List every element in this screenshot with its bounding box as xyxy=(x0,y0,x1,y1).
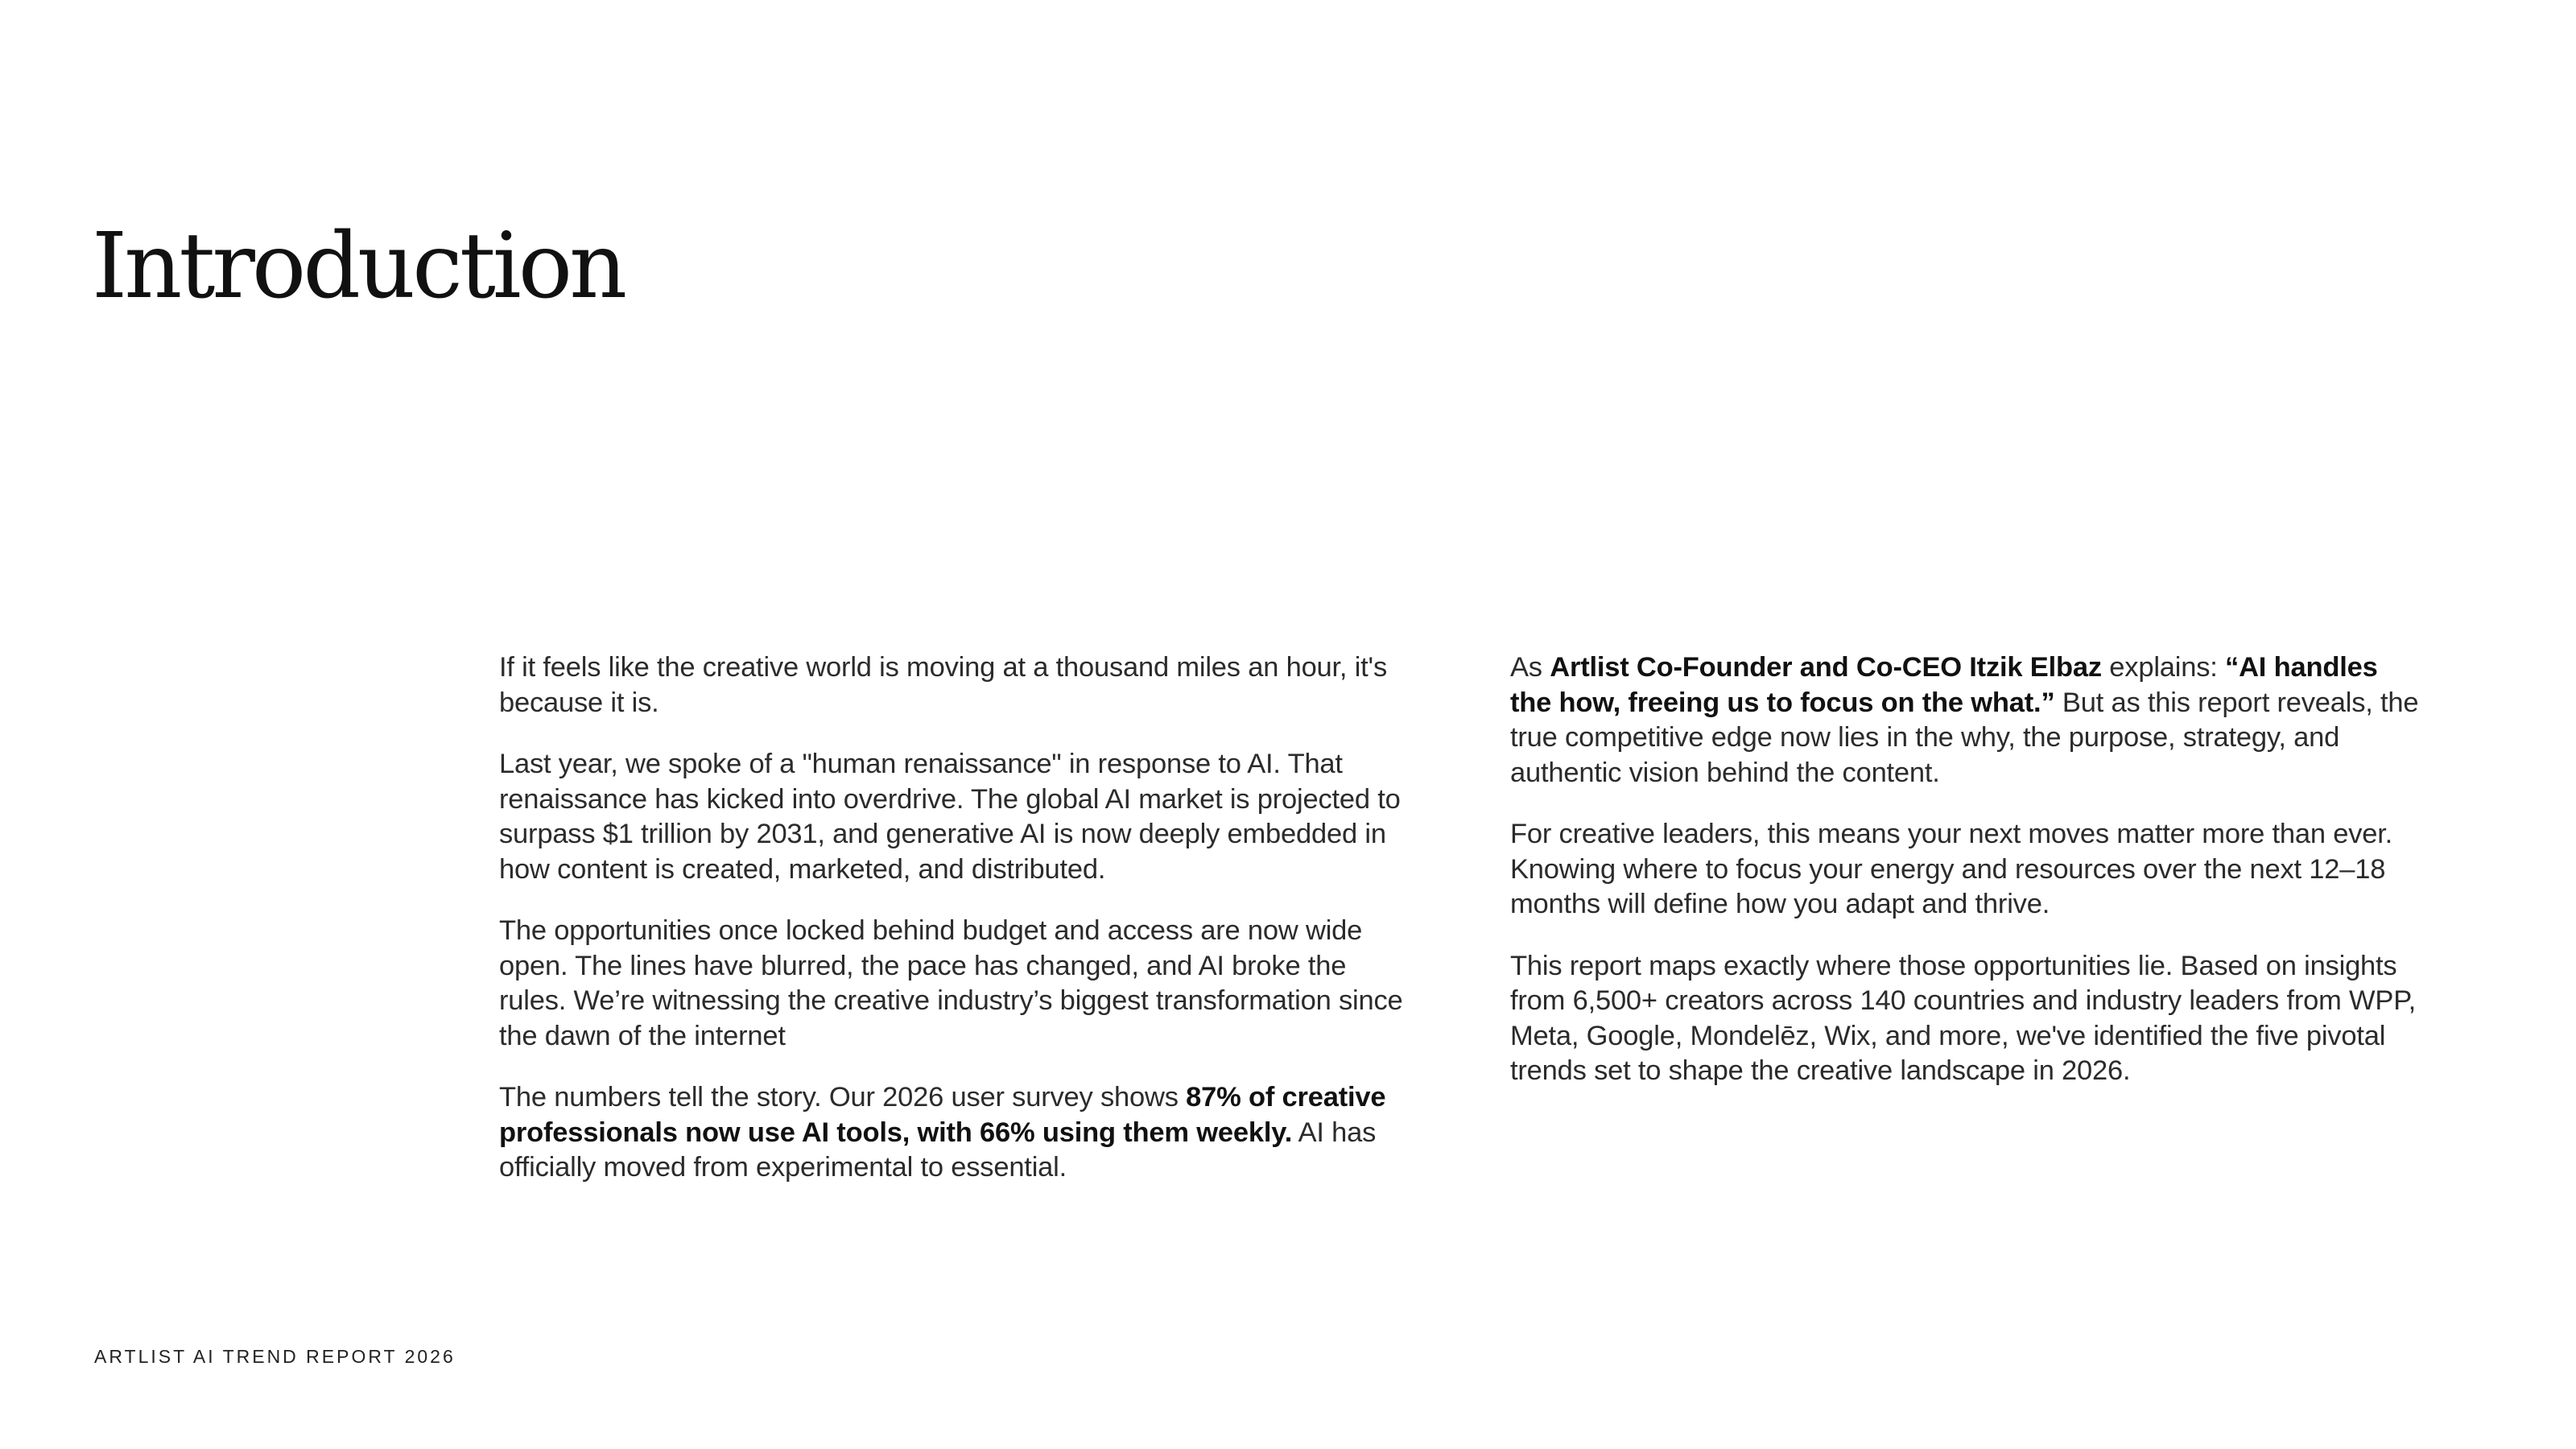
intro-paragraph-4 xyxy=(499,1080,1409,1186)
quote-highlight: “AI handles the how, freeing us to focus on the what.” xyxy=(1510,652,2378,718)
survey-stat-highlight: 87% of creative professionals now use AI tools, with 66% using them weekly. xyxy=(499,1082,1386,1148)
page-title: Introduction xyxy=(92,214,625,319)
paragraph-text: explains: xyxy=(2101,652,2226,683)
intro-left-column xyxy=(499,650,1409,1212)
intro-paragraph-7: This report maps exactly where those opportunities lie. Based on insights from 6,500+ creators across 140 countries and industry leaders from WPP, Meta, Google, Mondelēz, Wix, and more, we've identified the five pivotal trends set to shape the creative landscape in 2026. xyxy=(1510,950,2416,1086)
intro-paragraph-3: The opportunities once locked behind budget and access are now wide open. The lines have blurred, the pace has changed, and AI broke the rules. We’re witnessing the creative industry’s biggest transformation since the dawn of the internet xyxy=(499,915,1403,1051)
paragraph-text: AI has officially moved from experimental to essential. xyxy=(499,1117,1377,1183)
intro-paragraph-2: Last year, we spoke of a "human renaissance" in response to AI. That renaissance has kicked into overdrive. The global AI market is projected to surpass $1 trillion by 2031, and generative AI is now deeply embedded in how content is created, marketed, and distributed. xyxy=(499,749,1401,885)
cofounder-name-highlight: Artlist Co-Founder and Co-CEO Itzik Elbaz xyxy=(1550,652,2102,683)
paragraph-text: As xyxy=(1510,652,1550,683)
intro-right-column xyxy=(1510,650,2420,1116)
paragraph-text: The numbers tell the story. Our 2026 user survey shows xyxy=(499,1082,1187,1113)
intro-paragraph-6: For creative leaders, this means your next moves matter more than ever. Knowing where to focus your energy and resources over the next 12–18 months will define how you adapt and thrive. xyxy=(1510,819,2393,919)
report-footer: ARTLIST AI TREND REPORT 2026 xyxy=(94,1346,456,1367)
intro-paragraph-5 xyxy=(1510,650,2420,791)
intro-paragraph-1: If it feels like the creative world is moving at a thousand miles an hour, it's because it is. xyxy=(499,652,1387,718)
paragraph-text: But as this report reveals, the true competitive edge now lies in the why, the purpose, strategy, and authentic vision behind the content. xyxy=(1510,687,2419,788)
